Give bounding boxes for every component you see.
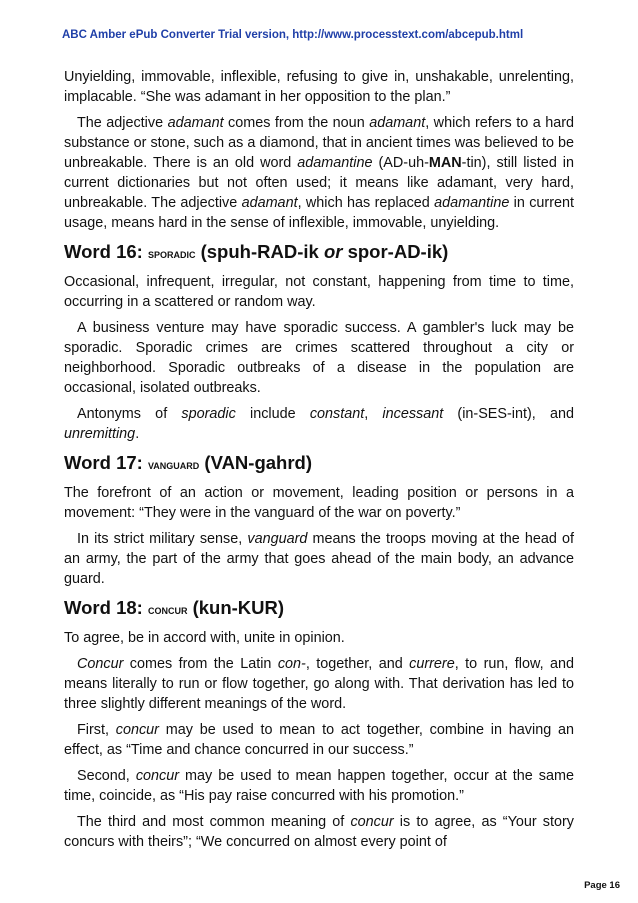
- word-18-second-meaning: Second, concur may be used to mean happen together, occur at the same time, coincide, as “His pay raise concurred with his promotion.”: [64, 768, 574, 804]
- word-17-heading: Word 17: VANGUARD (VAN-gahrd): [64, 452, 312, 473]
- word-18-etymology: Concur comes from the Latin con-, together, and currere, to run, flow, and means literally to run or flow together, go along with. That derivation has led to three slightly different meanings of the word.: [64, 656, 575, 712]
- trial-version-header: ABC Amber ePub Converter Trial version, http://www.processtext.com/abcepub.html: [62, 29, 524, 41]
- page-content: [64, 67, 574, 858]
- word-18-definition: To agree, be in accord with, unite in opinion.: [64, 630, 345, 646]
- word-16-heading: Word 16: SPORADIC (spuh-RAD-ik or spor-AD-ik): [64, 241, 449, 262]
- word-18-third-meaning: The third and most common meaning of concur is to agree, as “Your story concurs with theirs”; “We concurred on almost every point of: [64, 814, 574, 850]
- word-16-examples: A business venture may have sporadic success. A gambler's luck may be sporadic. Sporadic crimes are crimes scattered throughout a city or neighborhood. Sporadic outbreaks of a disease in the population are occasional, isolated outbreaks.: [64, 320, 574, 396]
- page-number: Page 16: [584, 880, 620, 891]
- word-18-first-meaning: First, concur may be used to mean to act together, combine in having an effect, as “Time and chance concurred in our success.”: [64, 722, 574, 758]
- word-18-heading: Word 18: CONCUR (kun-KUR): [64, 597, 285, 618]
- word-16-antonyms: Antonyms of sporadic include constant, incessant (in-SES-int), and unremitting.: [64, 406, 574, 442]
- paragraph-adamant-definition: Unyielding, immovable, inflexible, refusing to give in, unshakable, unrelenting, implacable. “She was adamant in her opposition to the plan.”: [64, 69, 574, 105]
- word-16-definition: Occasional, infrequent, irregular, not constant, happening from time to time, occurring in a scattered or random way.: [64, 274, 574, 310]
- word-17-definition: The forefront of an action or movement, leading position or persons in a movement: “They were in the vanguard of the war on poverty.”: [64, 485, 574, 521]
- paragraph-adamant-etymology: The adjective adamant comes from the noun adamant, which refers to a hard substance or stone, such as a diamond, that in ancient times was believed to be unbreakable. There is an old word adamantine (AD-uh-MAN-tin), still listed in current dictionaries but not often used; it means like adamant, very hard, unbreakable. The adjective adamant, which has replaced adamantine in current usage, means hard in the sense of inflexible, immovable, unyielding.: [64, 115, 575, 231]
- word-17-military-sense: In its strict military sense, vanguard means the troops moving at the head of an army, the part of the army that goes ahead of the main body, an advance guard.: [64, 531, 575, 587]
